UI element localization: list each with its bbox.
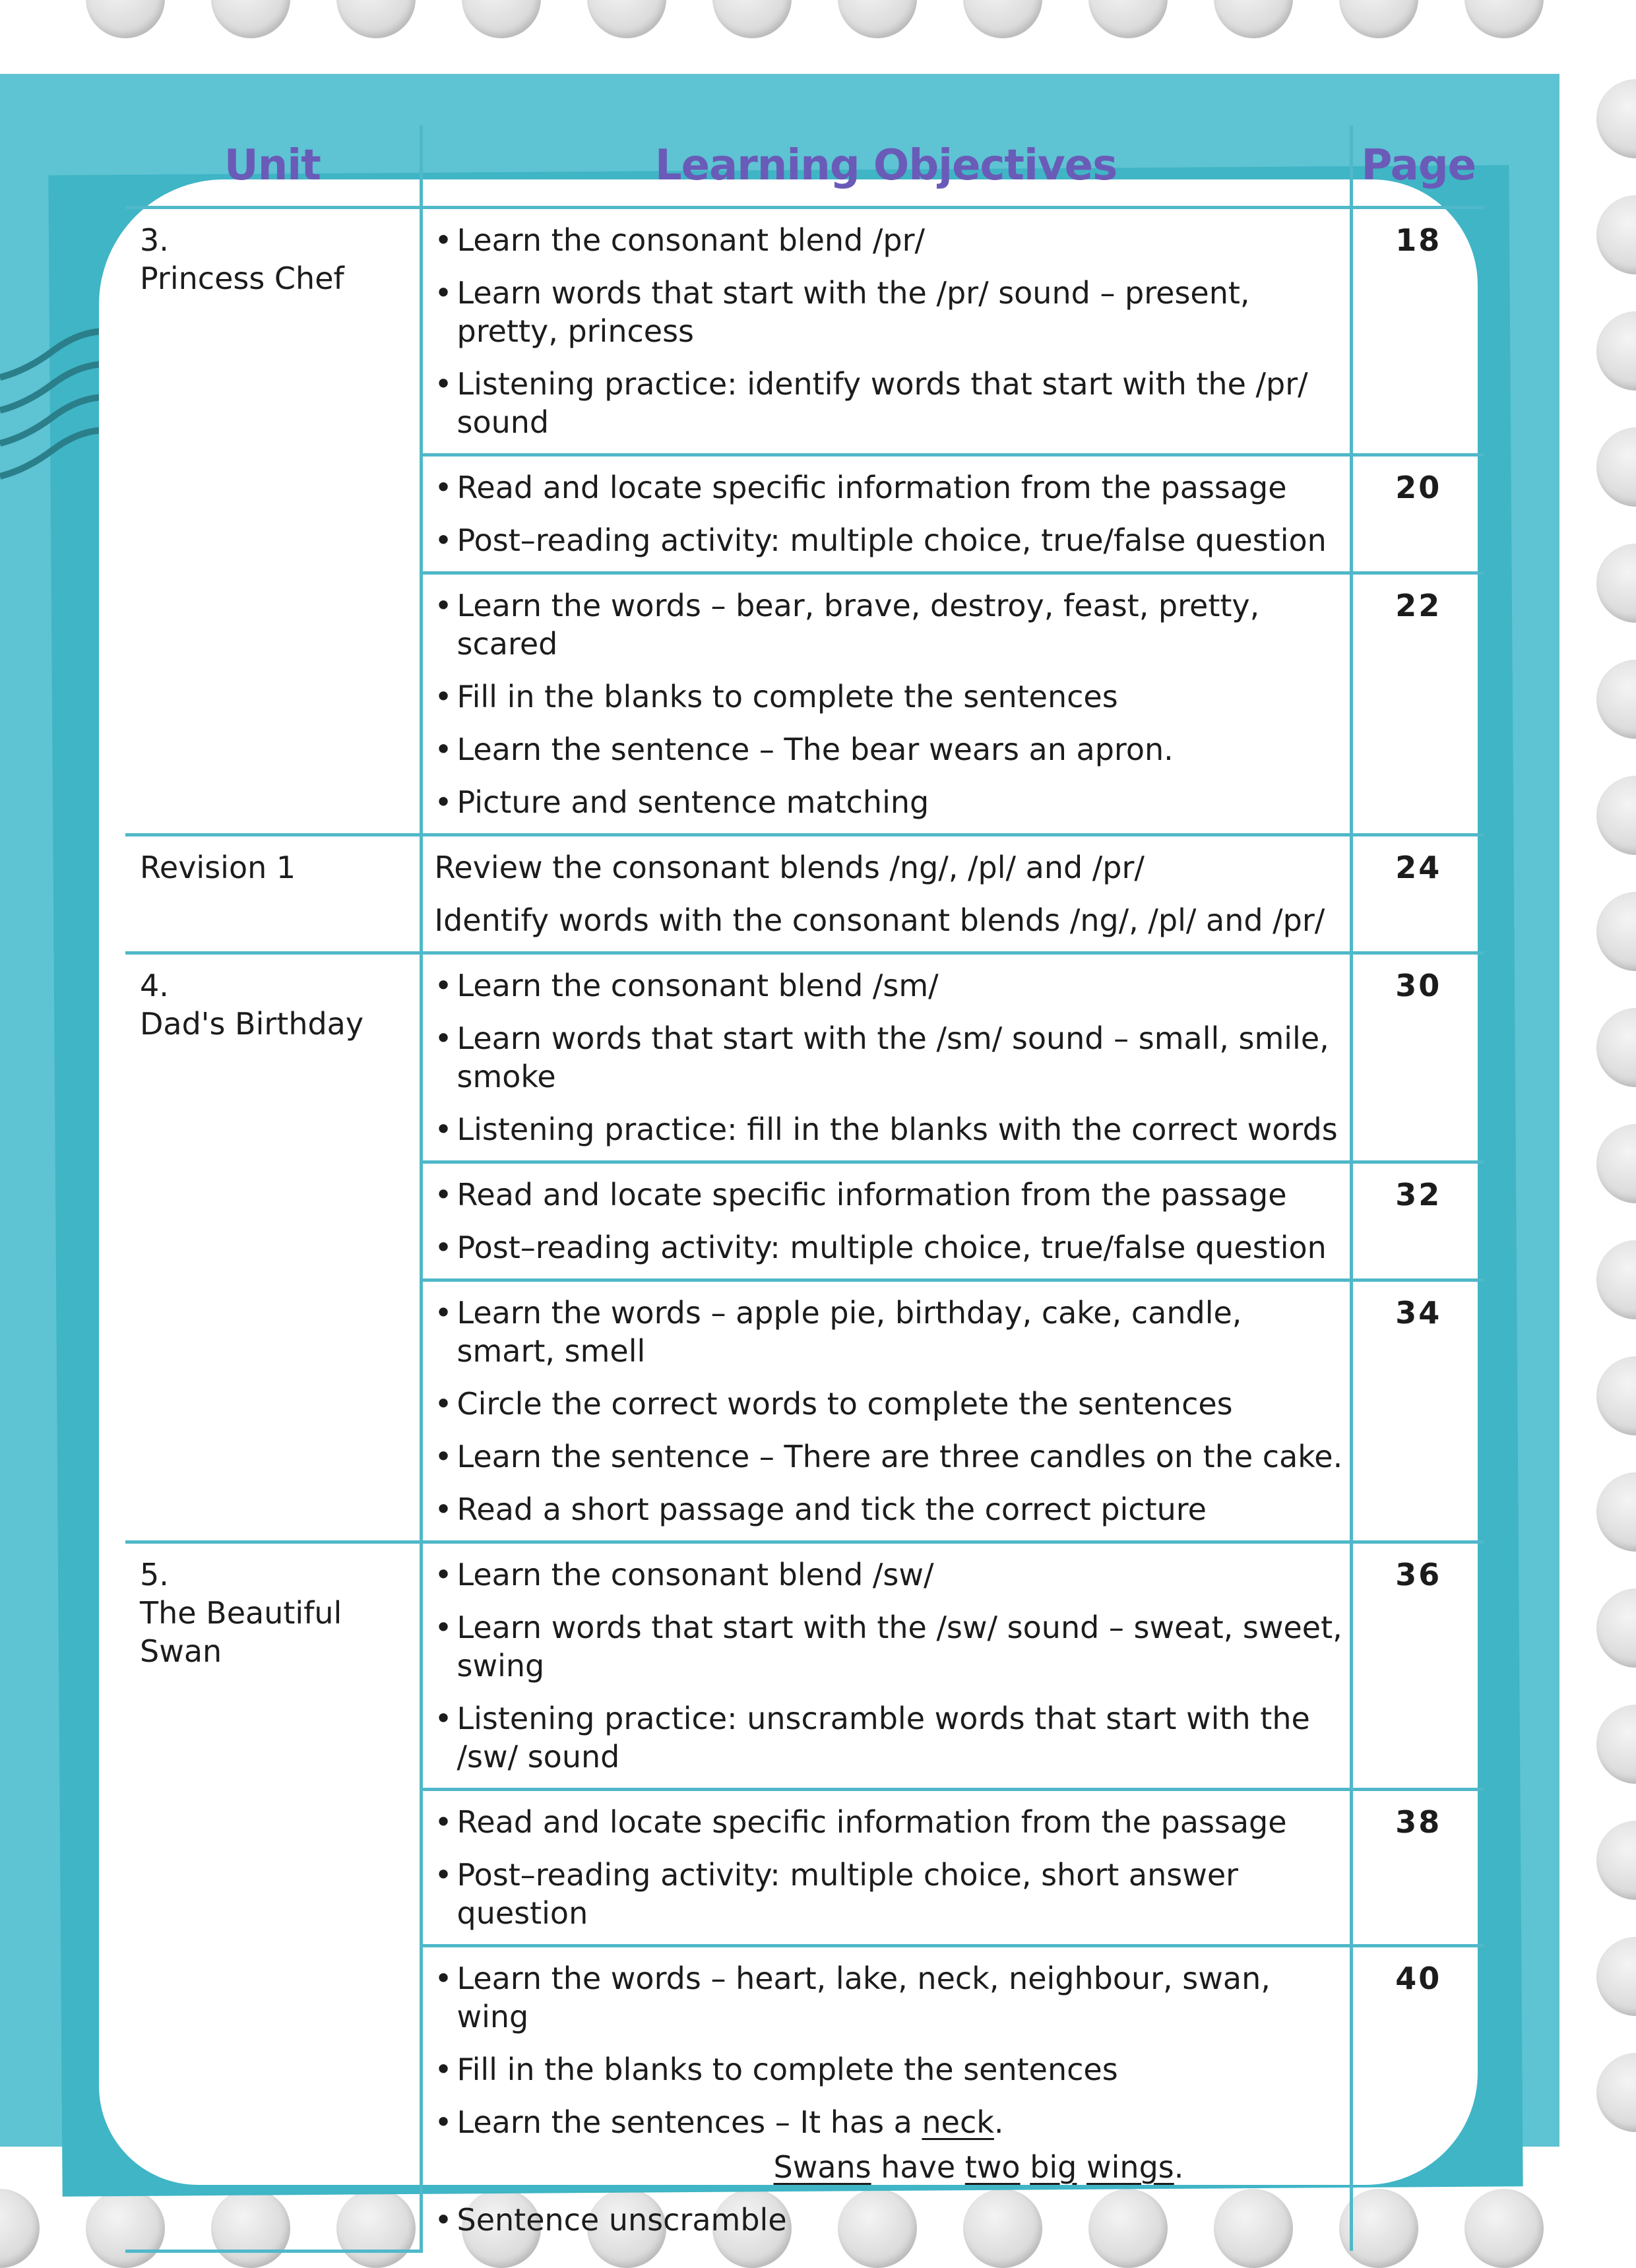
objectives-cell: [421, 1542, 1351, 1790]
decor-dot: [1596, 1589, 1636, 1668]
objective-item: • Read and locate specific information from the passage: [434, 470, 1287, 505]
unit-number: 3.: [140, 222, 169, 258]
decor-dot: [1596, 544, 1636, 623]
unit-number: 5.: [140, 1557, 169, 1592]
unit-cell: [125, 953, 421, 1542]
objective-item: • Learn the consonant blend /sm/: [434, 968, 939, 1003]
page-number: 34: [1351, 1280, 1484, 1542]
objectives-cell: [421, 208, 1351, 455]
page-number: 30: [1351, 953, 1484, 1162]
objective-item: • Circle the correct words to complete the sentences: [434, 1386, 1233, 1422]
decor-dot: [1596, 1008, 1636, 1087]
postmark-waves-icon: [0, 325, 106, 496]
decor-dot: [1596, 427, 1636, 507]
objective-item: • Read and locate specific information from the passage: [434, 1177, 1287, 1213]
decor-dot: [1596, 311, 1636, 391]
objective-item: • Post–reading activity: multiple choice, true/false question: [434, 1230, 1327, 1265]
decor-dot: [1088, 0, 1168, 38]
decor-dot: [1596, 1124, 1636, 1203]
objectives-cell: [421, 455, 1351, 573]
objective-item: • Picture and sentence matching: [434, 784, 929, 820]
table-row: [125, 953, 1484, 1162]
decor-dot: [1596, 195, 1636, 274]
unit-name: Dad's Birthday: [140, 1006, 364, 1042]
objective-item: • Post–reading activity: multiple choice, short answer question: [434, 1857, 1239, 1931]
objective-item: • Learn the words – heart, lake, neck, neighbour, swan, wing: [434, 1961, 1271, 2034]
objective-item: • Learn words that start with the /pr/ sound – present, pretty, princess: [434, 275, 1250, 349]
header-unit: Unit: [125, 125, 421, 208]
underlined-word: wings: [1086, 2149, 1174, 2185]
header-objectives: Learning Objectives: [421, 125, 1351, 208]
decor-dot: [1339, 0, 1418, 38]
objective-item: • Learn words that start with the /sm/ sound – small, smile, smoke: [434, 1021, 1329, 1094]
objective-item: • Learn the sentences – It has a neck.: [434, 2104, 1004, 2140]
table-row: [125, 1542, 1484, 1790]
decor-dot: [1596, 660, 1636, 739]
underlined-word: Swans: [773, 2149, 871, 2185]
header-page: Page: [1351, 125, 1484, 208]
objective-item: • Learn the sentence – The bear wears an apron.: [434, 732, 1174, 767]
objective-item: • Learn the words – apple pie, birthday, cake, candle, smart, smell: [434, 1295, 1242, 1369]
unit-cell: [125, 208, 421, 835]
decor-dot: [1596, 1472, 1636, 1552]
objective-item: • Read and locate specific information from the passage: [434, 1804, 1287, 1840]
page-number: 40: [1395, 1961, 1442, 1996]
decor-dot: [1596, 1356, 1636, 1435]
page-number: 20: [1351, 455, 1484, 573]
underlined-word: two: [964, 2149, 1021, 2185]
decor-dot: [712, 0, 792, 38]
decor-dot: [86, 0, 165, 38]
objectives-cell: [421, 1946, 1351, 2252]
objective-item: • Fill in the blanks to complete the sentences: [434, 2052, 1118, 2087]
objective-item: Identify words with the consonant blends /ng/, /pl/ and /pr/: [434, 902, 1325, 938]
underlined-word: neck: [922, 2104, 994, 2140]
unit-number: 4.: [140, 968, 169, 1003]
objectives-cell: [421, 1162, 1351, 1280]
objective-item: Review the consonant blends /ng/, /pl/ and /pr/: [434, 850, 1145, 885]
page-number: 36: [1351, 1542, 1484, 1790]
underlined-word: big: [1030, 2149, 1077, 2185]
objective-item: • Learn the words – bear, brave, destroy, feast, pretty, scared: [434, 588, 1260, 662]
objectives-cell: [421, 573, 1351, 835]
page-number: 38: [1351, 1790, 1484, 1946]
unit-name: The Beautiful: [140, 1595, 342, 1631]
decor-dot: [1596, 1240, 1636, 1319]
objective-sentence-2: Swans have two big wings.: [773, 2149, 1184, 2185]
page-number: 18: [1351, 208, 1484, 455]
objective-item: • Learn the sentence – There are three candles on the cake.: [434, 1439, 1343, 1474]
objective-item: • Learn the consonant blend /sw/: [434, 1557, 934, 1592]
decor-dot: [1596, 1821, 1636, 1900]
objectives-cell: [421, 953, 1351, 1162]
table-header-row: [125, 125, 1484, 208]
decor-dot: [963, 0, 1042, 38]
contents-table: [125, 125, 1484, 2253]
table-row: [125, 208, 1484, 455]
unit-name: Princess Chef: [140, 261, 344, 296]
table-row: [125, 835, 1484, 953]
decor-dot: [1596, 892, 1636, 971]
objective-item: • Listening practice: unscramble words that start with the /sw/ sound: [434, 1701, 1310, 1775]
decor-dot: [587, 0, 666, 38]
objectives-cell: [421, 835, 1351, 953]
page-number: 22: [1351, 573, 1484, 835]
objective-item: • Learn words that start with the /sw/ sound – sweat, sweet, swing: [434, 1610, 1342, 1684]
unit-cell: [125, 835, 421, 953]
decor-dot: [462, 0, 541, 38]
decor-dot: [211, 0, 290, 38]
decor-dot: [1596, 2053, 1636, 2132]
unit-name: Swan: [140, 1633, 222, 1669]
unit-cell: [125, 1542, 421, 2252]
decor-dot: [1596, 1937, 1636, 2016]
objective-item: • Read a short passage and tick the correct picture: [434, 1492, 1207, 1527]
objective-item: • Listening practice: identify words that start with the /pr/ sound: [434, 366, 1308, 440]
page-number: 32: [1351, 1162, 1484, 1280]
page-number: 24: [1351, 835, 1484, 953]
objective-item: • Learn the consonant blend /pr/: [434, 222, 926, 258]
decor-dot: [1596, 79, 1636, 158]
objective-item: • Listening practice: fill in the blanks with the correct words: [434, 1112, 1338, 1147]
decor-dot: [838, 0, 917, 38]
decor-dot: [336, 0, 416, 38]
decor-dot: [0, 2189, 40, 2268]
decor-dot: [1596, 776, 1636, 855]
unit-name: Revision 1: [140, 850, 296, 885]
decor-dot: [1596, 1705, 1636, 1784]
objectives-cell: [421, 1790, 1351, 1946]
decor-dot: [1464, 0, 1544, 38]
decor-dot: [1214, 0, 1293, 38]
objective-item: • Post–reading activity: multiple choice, true/false question: [434, 522, 1327, 558]
objective-item: • Fill in the blanks to complete the sentences: [434, 679, 1118, 714]
objective-item: • Sentence unscramble: [434, 2202, 787, 2238]
objectives-cell: [421, 1280, 1351, 1542]
